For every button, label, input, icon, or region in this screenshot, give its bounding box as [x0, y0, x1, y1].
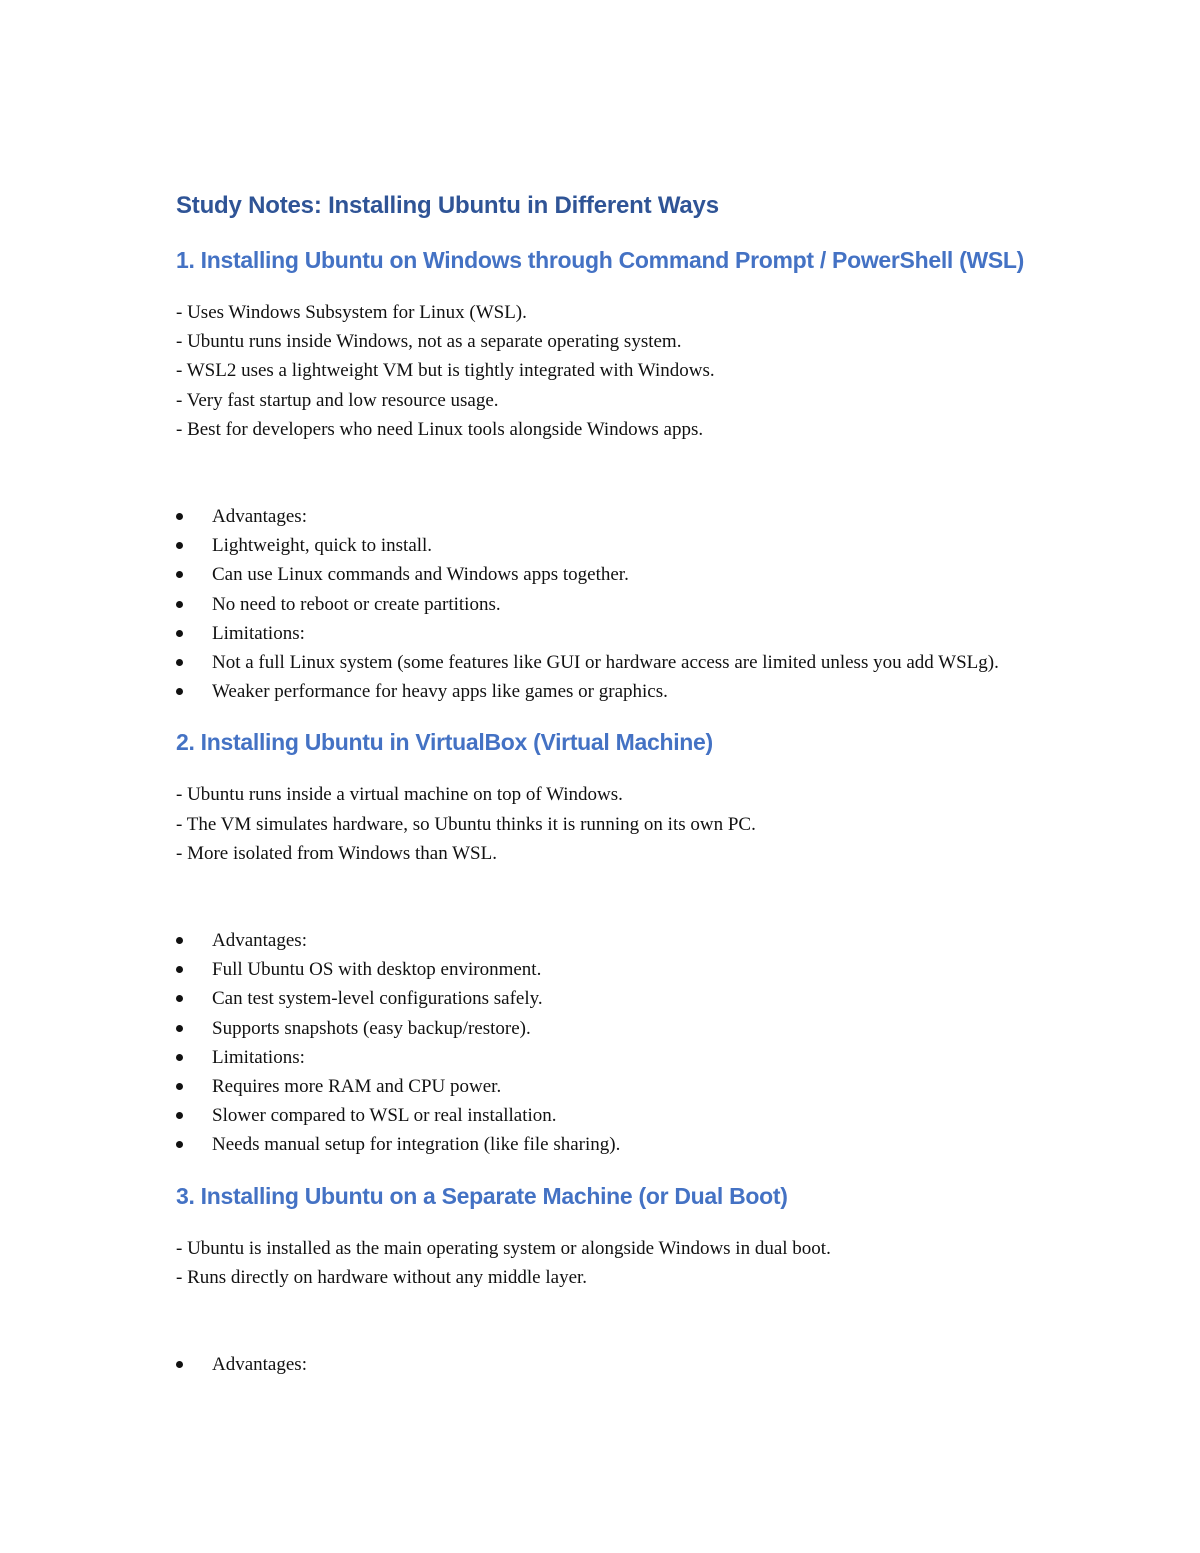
bullet-icon: [176, 1083, 183, 1090]
section-2-heading: 2. Installing Ubuntu in VirtualBox (Virtual Machine): [176, 729, 713, 756]
list-item: [176, 984, 1036, 1013]
list-item-text: Requires more RAM and CPU power.: [212, 1076, 502, 1098]
list-item-text: No need to reboot or create partitions.: [212, 593, 501, 615]
bullet-icon: [176, 1054, 183, 1061]
list-item: [176, 1043, 1036, 1072]
bullet-icon: [176, 995, 183, 1002]
section-2-line: - Ubuntu runs inside a virtual machine on top of Windows.: [176, 784, 623, 806]
spacer: [176, 868, 1036, 926]
section-1-line: - Uses Windows Subsystem for Linux (WSL).: [176, 302, 527, 323]
list-item: [176, 560, 1036, 589]
bullet-icon: [176, 513, 183, 520]
bullet-icon: [176, 630, 183, 637]
section-3-line: - Runs directly on hardware without any middle layer.: [176, 1266, 588, 1288]
bullet-icon: [176, 571, 183, 578]
bullet-icon: [176, 1361, 183, 1368]
bullet-icon: [176, 1141, 183, 1148]
bullet-icon: [176, 966, 183, 973]
section-2-line: - More isolated from Windows than WSL.: [176, 842, 497, 864]
bullet-icon: [176, 688, 183, 695]
list-item-text: Slower compared to WSL or real installation.: [212, 1105, 557, 1127]
spacer: [176, 1160, 1036, 1180]
spacer: [176, 1292, 1036, 1350]
spacer: [176, 706, 1036, 726]
list-item: [176, 1014, 1036, 1043]
list-item: [176, 677, 1036, 706]
list-item-text: Full Ubuntu OS with desktop environment.: [212, 959, 542, 981]
list-item: [176, 590, 1036, 619]
page-title: Study Notes: Installing Ubuntu in Different Ways: [176, 192, 719, 219]
section-1-line: - Very fast startup and low resource usage.: [176, 389, 499, 411]
list-item: [176, 1130, 1036, 1159]
section-3-line: - Ubuntu is installed as the main operating system or alongside Windows in dual boot.: [176, 1237, 831, 1259]
section-1-line: - WSL2 uses a lightweight VM but is tightly integrated with Windows.: [176, 360, 715, 382]
list-item: [176, 1350, 1036, 1379]
list-item-text: Advantages:: [212, 930, 307, 952]
list-item-text: Can test system-level configurations safely.: [212, 988, 543, 1010]
section-3-heading: 3. Installing Ubuntu on a Separate Machine (or Dual Boot): [176, 1182, 788, 1209]
list-item: [176, 1101, 1036, 1130]
bullet-icon: [176, 601, 183, 608]
list-item-text: Not a full Linux system (some features like GUI or hardware access are limited unless you add WSLg).: [212, 652, 999, 674]
list-item: [176, 648, 1036, 677]
list-item: [176, 926, 1036, 955]
list-item-text: Lightweight, quick to install.: [212, 535, 433, 557]
list-item: [176, 531, 1036, 560]
section-1-line: - Ubuntu runs inside Windows, not as a separate operating system.: [176, 331, 682, 353]
section-2-bullet-list: [176, 926, 1036, 1160]
bullet-icon: [176, 659, 183, 666]
list-item-text: Limitations:: [212, 622, 305, 644]
list-item-text: Supports snapshots (easy backup/restore).: [212, 1017, 531, 1039]
section-1-line: - Best for developers who need Linux tools alongside Windows apps.: [176, 418, 704, 440]
list-item-text: Advantages:: [212, 1354, 307, 1376]
bullet-icon: [176, 1112, 183, 1119]
section-3-bullet-list: [176, 1350, 1036, 1379]
list-item-text: Limitations:: [212, 1046, 305, 1068]
bullet-icon: [176, 1025, 183, 1032]
list-item: [176, 955, 1036, 984]
list-item-text: Needs manual setup for integration (like file sharing).: [212, 1134, 621, 1156]
list-item-text: Advantages:: [212, 506, 307, 528]
section-2-line: - The VM simulates hardware, so Ubuntu thinks it is running on its own PC.: [176, 813, 756, 835]
list-item: [176, 619, 1036, 648]
bullet-icon: [176, 542, 183, 549]
bullet-icon: [176, 937, 183, 944]
spacer: [176, 444, 1036, 502]
document-body: [176, 190, 1036, 1379]
list-item-text: Can use Linux commands and Windows apps together.: [212, 564, 629, 586]
section-1-bullet-list: [176, 502, 1036, 706]
list-item-text: Weaker performance for heavy apps like games or graphics.: [212, 681, 668, 703]
list-item: [176, 1072, 1036, 1101]
section-1-heading: 1. Installing Ubuntu on Windows through Command Prompt / PowerShell (WSL): [176, 247, 1025, 273]
list-item: [176, 502, 1036, 531]
